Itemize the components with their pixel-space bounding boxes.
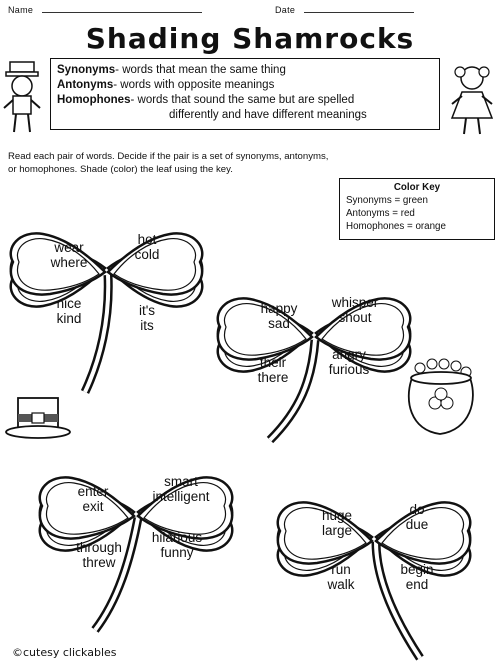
- leprechaun-hat-icon: [6, 398, 70, 438]
- color-key-homophones: Homophones = orange: [346, 221, 446, 232]
- leaf-word-pair[interactable]: hilarious funny: [151, 530, 203, 560]
- leaf-word-pair[interactable]: huge large: [321, 508, 353, 538]
- leaf-word-pair[interactable]: their there: [257, 355, 289, 385]
- leaf-word-pair[interactable]: begin end: [400, 562, 434, 592]
- leaf-word-pair[interactable]: hot cold: [134, 232, 160, 262]
- definition-synonyms: Synonyms- words that mean the same thing: [57, 64, 286, 76]
- pot-of-gold-icon: [409, 359, 473, 434]
- name-label: Name: [8, 5, 34, 15]
- leprechaun-girl-icon: [452, 67, 492, 134]
- color-key-synonyms: Synonyms = green: [346, 195, 428, 206]
- credit: ©cutesy clickables: [12, 646, 117, 659]
- page-title: Shading Shamrocks: [85, 22, 415, 55]
- leaf-word-pair[interactable]: run walk: [327, 562, 355, 592]
- leaf-word-pair[interactable]: through threw: [76, 540, 122, 570]
- color-key-antonyms: Antonyms = red: [346, 208, 415, 219]
- leaf-word-pair[interactable]: enter exit: [77, 484, 109, 514]
- instructions: Read each pair of words. Decide if the pair is a set of synonyms, antonyms, or homophones. Shade (color) the leaf using the key.: [8, 151, 329, 175]
- leaf-word-pair[interactable]: smart intelligent: [152, 474, 210, 504]
- leaf-word-pair[interactable]: wear where: [50, 240, 88, 270]
- definition-antonyms: Antonyms- words with opposite meanings: [57, 79, 275, 91]
- leaf-word-pair[interactable]: angry furious: [328, 347, 370, 377]
- color-key-title: Color Key: [393, 182, 441, 193]
- leprechaun-boy-icon: [4, 62, 40, 132]
- leaf-word-pair[interactable]: do due: [405, 502, 429, 532]
- leaf-word-pair[interactable]: happy sad: [260, 301, 298, 331]
- definition-homophones: Homophones- words that sound the same but are spelled differently and have different meanings: [57, 94, 367, 121]
- date-label: Date: [275, 5, 296, 15]
- leaf-word-pair[interactable]: whisper shout: [331, 295, 379, 325]
- leaf-word-pair[interactable]: it's its: [138, 303, 156, 333]
- leaf-word-pair[interactable]: nice kind: [56, 296, 82, 326]
